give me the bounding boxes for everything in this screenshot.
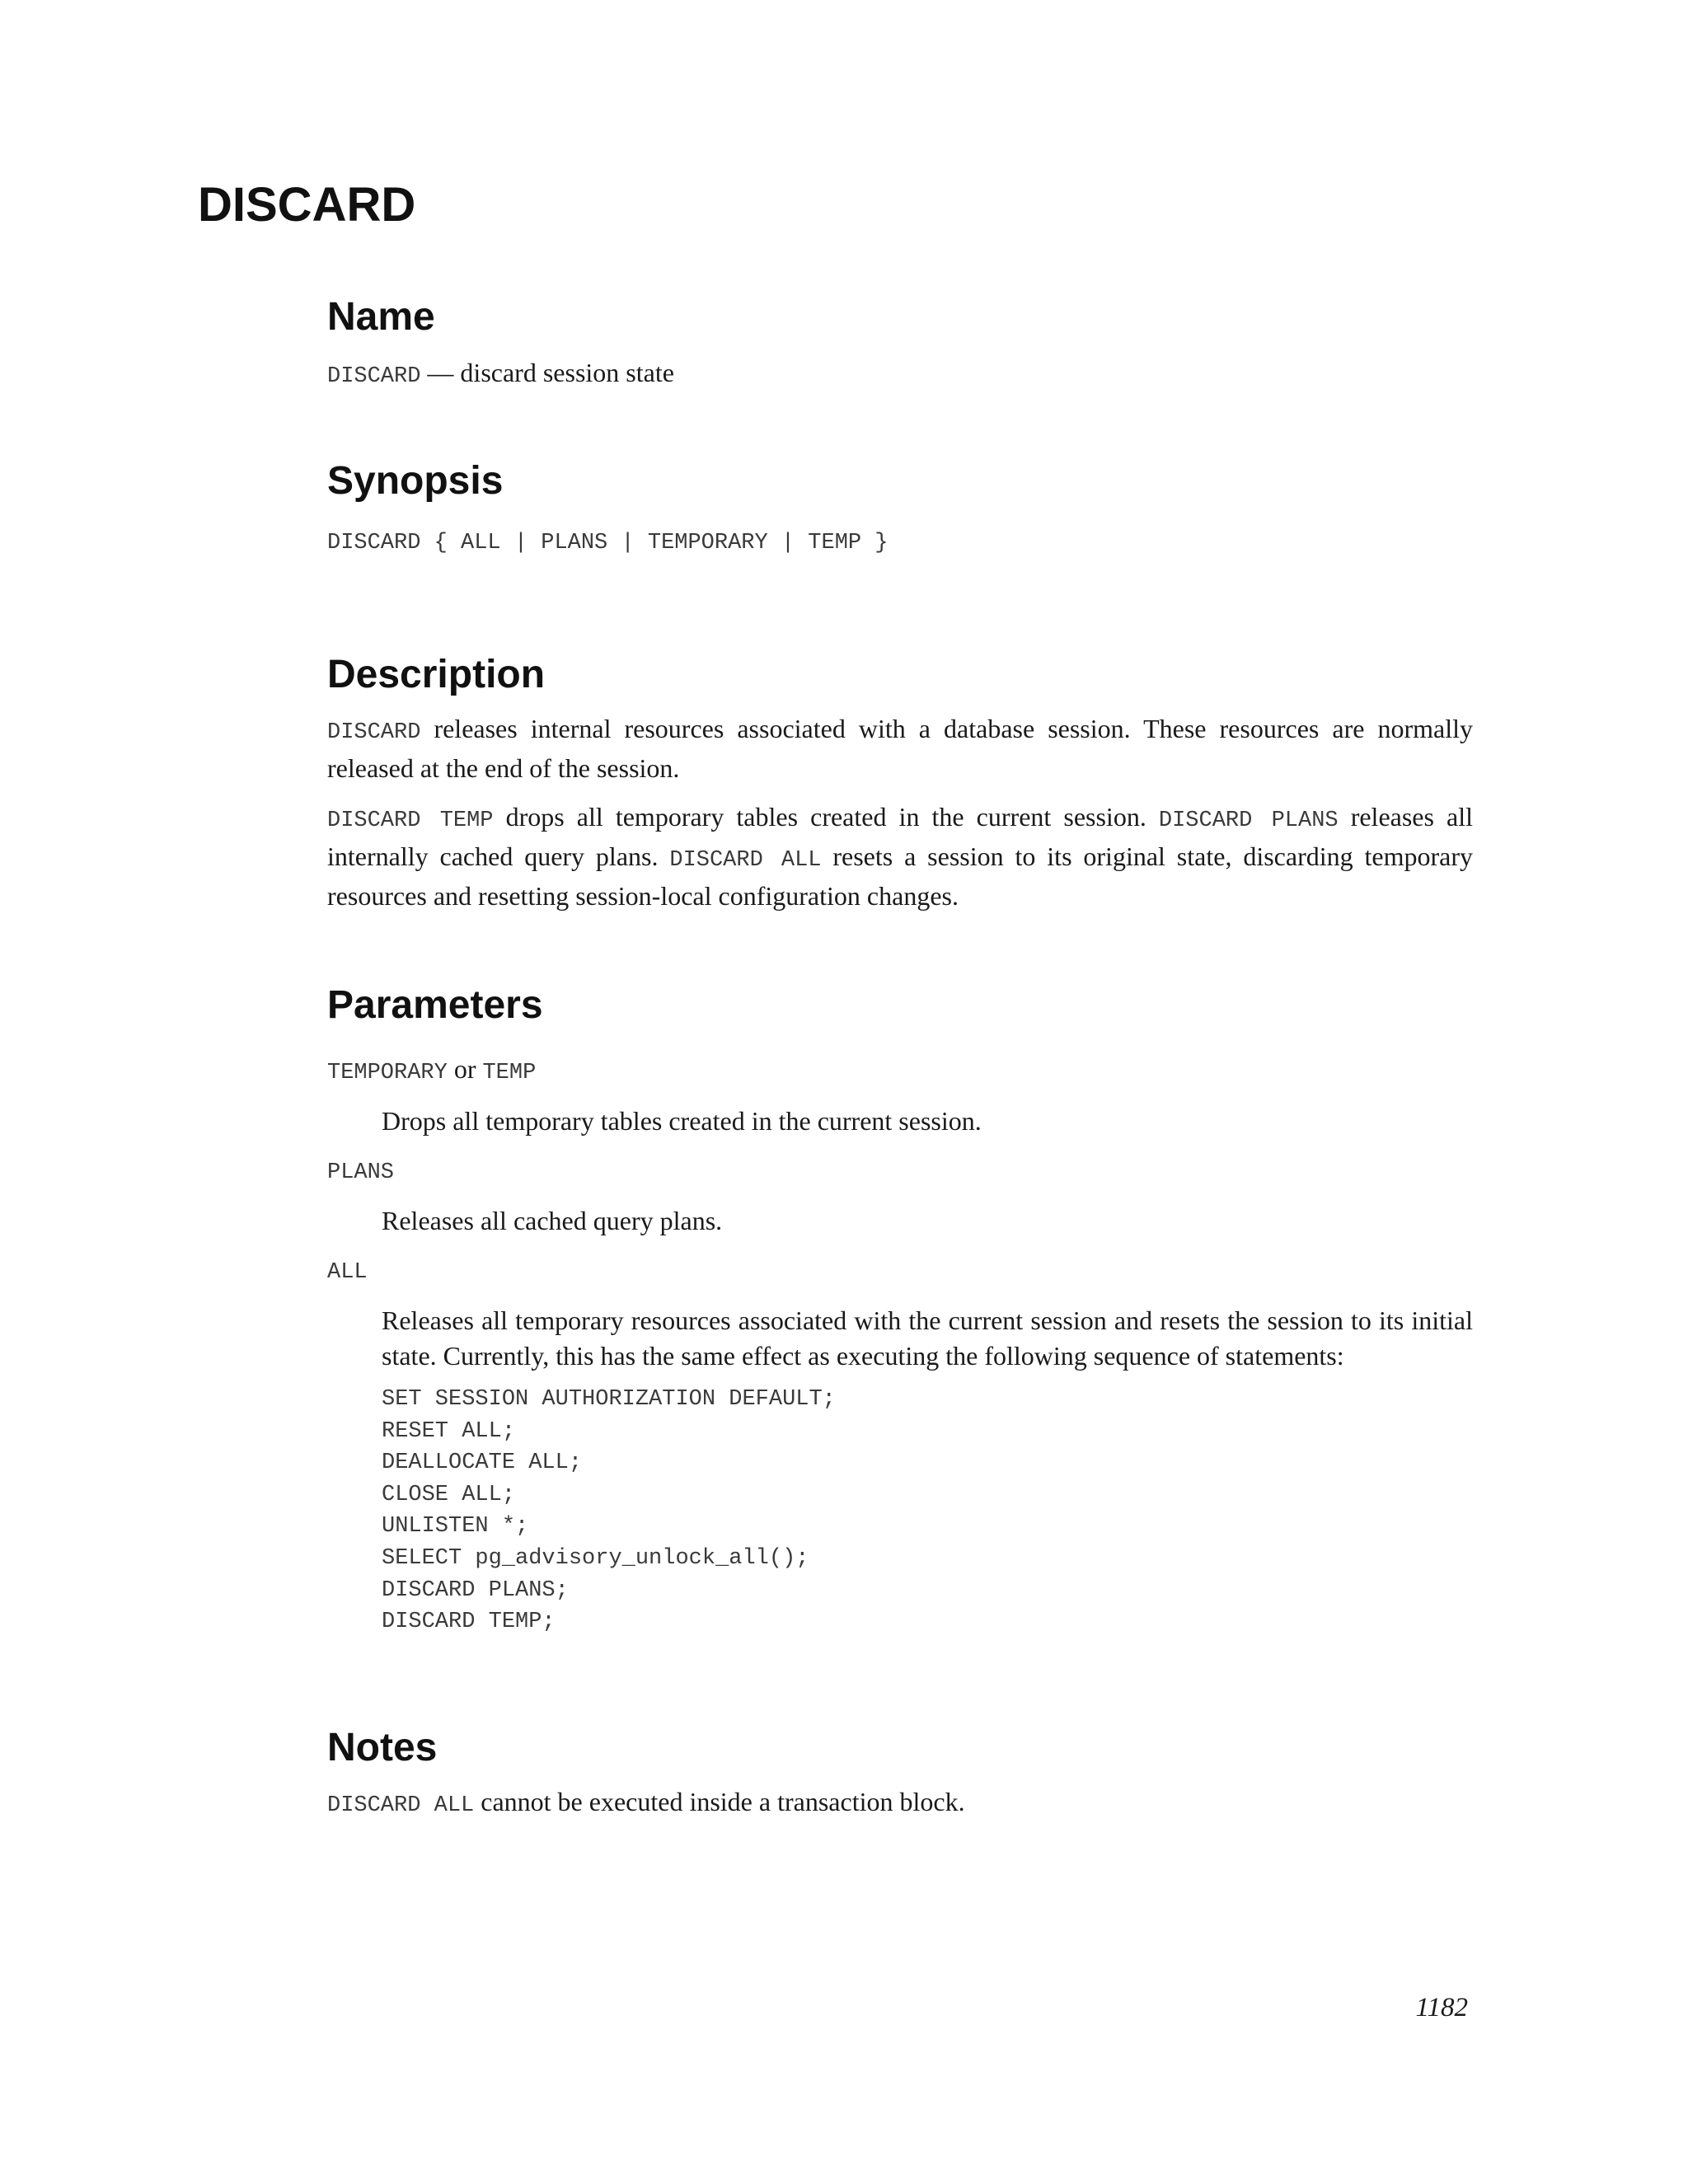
description-text-1: releases internal resources associated with a database session. These resources are normally released at the end of the session. [327, 714, 1473, 783]
code-discard-plans: DISCARD PLANS [1158, 808, 1339, 833]
param-desc-temporary: Drops all temporary tables created in the current session. [382, 1106, 982, 1136]
param-code-temp: TEMP [482, 1061, 537, 1085]
description-section [327, 655, 1473, 914]
param-term-all [327, 1251, 1473, 1291]
param-code-all: ALL [327, 1260, 368, 1285]
page-number: 1182 [1415, 1993, 1468, 2022]
page-title: DISCARD [198, 178, 416, 232]
description-text-2b: releases all internally cached query plans. [327, 802, 1474, 871]
param-desc-all: Releases all temporary resources associated with the current session and resets the session to its initial state. Currently, this has the same effect as executing the following sequence of statements: [382, 1305, 1473, 1371]
description-paragraph-1 [327, 711, 1473, 786]
notes-text: cannot be executed inside a transaction block. [474, 1787, 965, 1816]
synopsis-heading: Synopsis [327, 459, 504, 503]
code-discard-temp: DISCARD TEMP [327, 808, 494, 833]
parameters-section [327, 983, 1473, 1638]
name-command: DISCARD [327, 364, 421, 389]
param-or: or [447, 1054, 483, 1084]
description-text-2c: resets a session to its original state, discarding temporary resources and resetting session-local configuration changes. [327, 841, 1474, 911]
notes-paragraph [327, 1784, 1473, 1824]
notes-section [327, 1728, 1473, 1824]
notes-heading: Notes [327, 1726, 438, 1769]
parameters-heading: Parameters [327, 983, 543, 1027]
param-desc-plans: Releases all cached query plans. [382, 1206, 723, 1235]
description-text-2a: drops all temporary tables created in the current session. [493, 802, 1159, 832]
description-heading: Description [327, 653, 546, 696]
name-line [327, 355, 1473, 395]
param-code-plans: PLANS [327, 1160, 395, 1185]
synopsis-code: DISCARD { ALL | PLANS | TEMPORARY | TEMP } [327, 531, 889, 555]
code-block-statements: SET SESSION AUTHORIZATION DEFAULT; RESET ALL; DEALLOCATE ALL; CLOSE ALL; UNLISTEN *; SELECT pg_advisory_unlock_all(); DISCARD PLANS; DISCARD TEMP; [382, 1387, 836, 1635]
name-heading: Name [327, 295, 435, 339]
code-discard-all-notes: DISCARD ALL [327, 1793, 475, 1818]
name-section [327, 295, 1473, 395]
name-description: — discard session state [420, 358, 674, 387]
description-paragraph-2 [327, 799, 1473, 914]
code-discard-all: DISCARD ALL [669, 848, 822, 873]
param-term-plans [327, 1151, 1473, 1191]
param-code-temporary: TEMPORARY [327, 1061, 448, 1085]
param-term-temporary [327, 1052, 1473, 1091]
synopsis-section [327, 459, 1473, 560]
code-discard: DISCARD [327, 720, 421, 745]
